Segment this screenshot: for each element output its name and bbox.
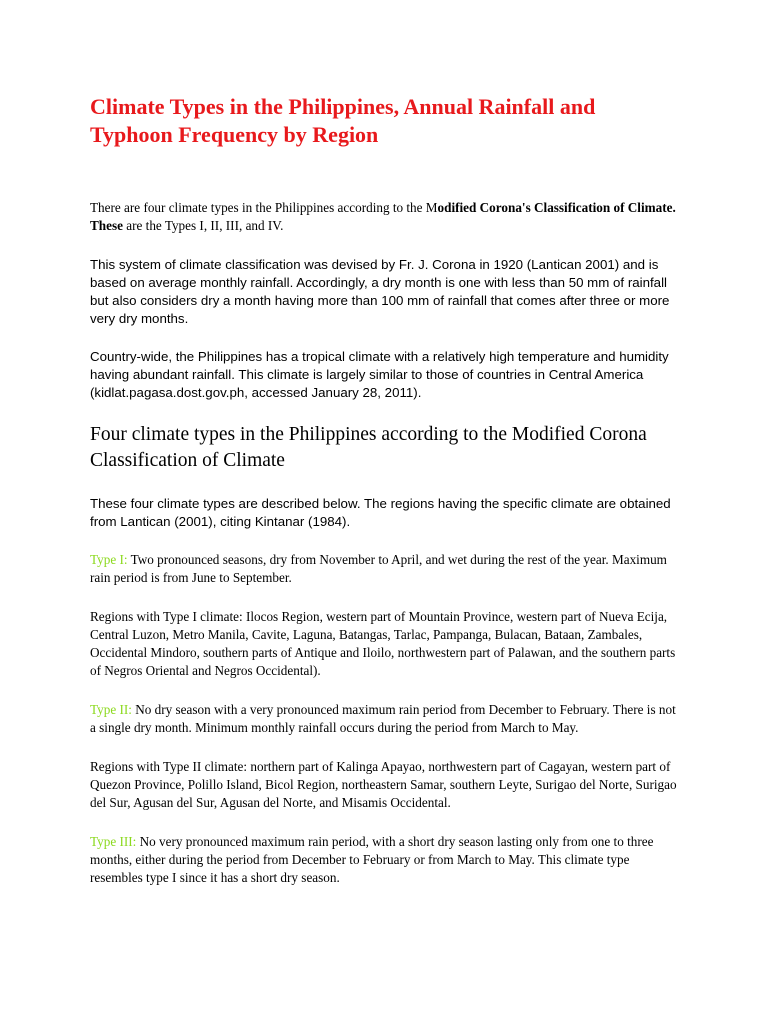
- type-2-paragraph: [90, 701, 678, 737]
- section-heading: Four climate types in the Philippines according to the Modified Corona Classification of Climate: [90, 424, 647, 471]
- described-paragraph: These four climate types are described below. The regions having the specific climate are obtained from Lantican (2001), citing Kintanar (1984).: [90, 496, 671, 529]
- type-1-regions: Regions with Type I climate: Ilocos Region, western part of Mountain Province, western part of Nueva Ecija, Central Luzon, Metro Manila, Cavite, Laguna, Batangas, Tarlac, Pampanga, Bulacan, Bataan, Zambales, Occidental Mindoro, southern parts of Antique and Iloilo, northwestern part of Palawan, and the southern parts of Negros Oriental and Negros Occidental).: [90, 609, 676, 678]
- intro-paragraph: [90, 199, 678, 235]
- type-3-label: Type III:: [90, 834, 137, 849]
- page-title: Climate Types in the Philippines, Annual Rainfall and Typhoon Frequency by Region: [90, 94, 596, 147]
- system-paragraph: This system of climate classification was devised by Fr. J. Corona in 1920 (Lantican 2001) and is based on average monthly rainfall. Accordingly, a dry month is one with less than 50 mm of rainfall but also considers dry a month having more than 100 mm of rainfall that comes after three or more very dry months.: [90, 257, 670, 326]
- intro-text-end: are the Types I, II, III, and IV.: [122, 218, 284, 233]
- intro-text-start: There are four climate types in the Philippines according to the M: [90, 200, 438, 215]
- type-3-paragraph: [90, 833, 678, 887]
- type-3-description: No very pronounced maximum rain period, with a short dry season lasting only from one to three months, either during the period from December to February or from March to May. This climate type resembles type I since it has a short dry season.: [90, 834, 654, 885]
- type-2-label: Type II:: [90, 702, 132, 717]
- countrywide-paragraph: Country-wide, the Philippines has a tropical climate with a relatively high temperature and humidity having abundant rainfall. This climate is largely similar to those of countries in Central America (kidlat.pagasa.dost.gov.ph, accessed January 28, 2011).: [90, 349, 669, 400]
- type-1-label: Type I:: [90, 552, 128, 567]
- type-2-regions: Regions with Type II climate: northern part of Kalinga Apayao, northwestern part of Cagayan, western part of Quezon Province, Polillo Island, Bicol Region, northeastern Samar, southern Leyte, Surigao del Norte, Surigao del Sur, Agusan del Sur, Agusan del Norte, and Misamis Occidental.: [90, 759, 677, 810]
- type-1-description: Two pronounced seasons, dry from November to April, and wet during the rest of the year. Maximum rain period is from June to September.: [90, 552, 667, 585]
- intro-bold-text: odified Corona's Classification of Climate. These: [90, 200, 676, 233]
- type-2-description: No dry season with a very pronounced maximum rain period from December to February. There is not a single dry month. Minimum monthly rainfall occurs during the period from March to May.: [90, 702, 676, 735]
- type-1-paragraph: [90, 551, 678, 587]
